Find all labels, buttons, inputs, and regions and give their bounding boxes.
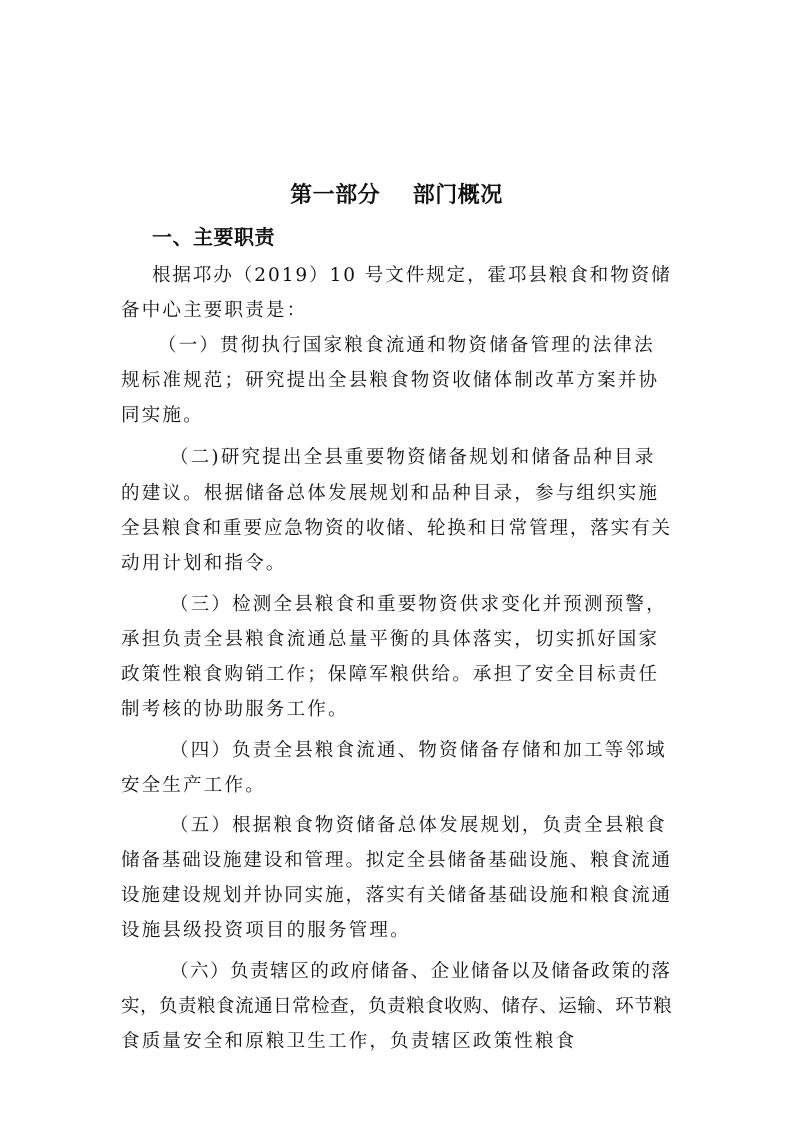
paragraph-line: 全县粮食和重要应急物资的收储、轮换和日常管理，落实有关: [121, 518, 672, 539]
section-heading: 一、主要职责: [152, 225, 275, 249]
paragraph-line: （二)研究提出全县重要物资储备规划和储备品种目录: [170, 447, 656, 468]
paragraph-line: 安全生产工作。: [121, 775, 266, 796]
paragraph-line: 设施建设规划并协同实施，落实有关储备基础设施和粮食流通: [121, 885, 672, 906]
paragraph-line: 的建议。根据储备总体发展规划和品种目录，参与组织实施: [121, 483, 660, 504]
paragraph-line: （六）负责辖区的政府储备、企业储备以及储备政策的落: [170, 961, 672, 982]
paragraph-line: 储备基础设施建设和管理。拟定全县储备基础设施、粮食流通: [121, 850, 672, 871]
paragraph-line: 食质量安全和原粮卫生工作，负责辖区政策性粮食: [121, 1031, 577, 1052]
paragraph-line: 同实施。: [121, 405, 204, 426]
paragraph-line: 设施县级投资项目的服务管理。: [121, 920, 411, 941]
paragraph-line: 规标准规范；研究提出全县粮食物资收储体制改革方案并协: [121, 370, 660, 391]
paragraph-line: 制考核的协助服务工作。: [121, 699, 349, 720]
paragraph-line: 实，负责粮食流通日常检查，负责粮食收购、储存、运输、环节粮: [121, 996, 673, 1017]
paragraph-line: 政策性粮食购销工作；保障军粮供给。承担了安全目标责任: [121, 664, 660, 685]
paragraph-line: （三）检测全县粮食和重要物资供求变化并预测预警，: [170, 594, 667, 615]
paragraph-line: （四）负责全县粮食流通、物资储备存储和加工等邻域: [170, 740, 667, 761]
paragraph-line: （五）根据粮食物资储备总体发展规划，负责全县粮食: [170, 815, 667, 836]
paragraph-line: 承担负责全县粮食流通总量平衡的具体落实，切实抓好国家: [121, 629, 660, 650]
paragraph-line: 备中心主要职责是：: [121, 300, 308, 321]
paragraph-line: 根据邛办（2019）10 号文件规定，霍邛县粮食和物资储: [152, 265, 672, 286]
paragraph-line: （一）贯彻执行国家粮食流通和物资储备管理的法律法: [158, 335, 655, 356]
page-title: 第一部分 部门概况: [290, 183, 503, 208]
paragraph-line: 动用计划和指令。: [121, 553, 287, 574]
